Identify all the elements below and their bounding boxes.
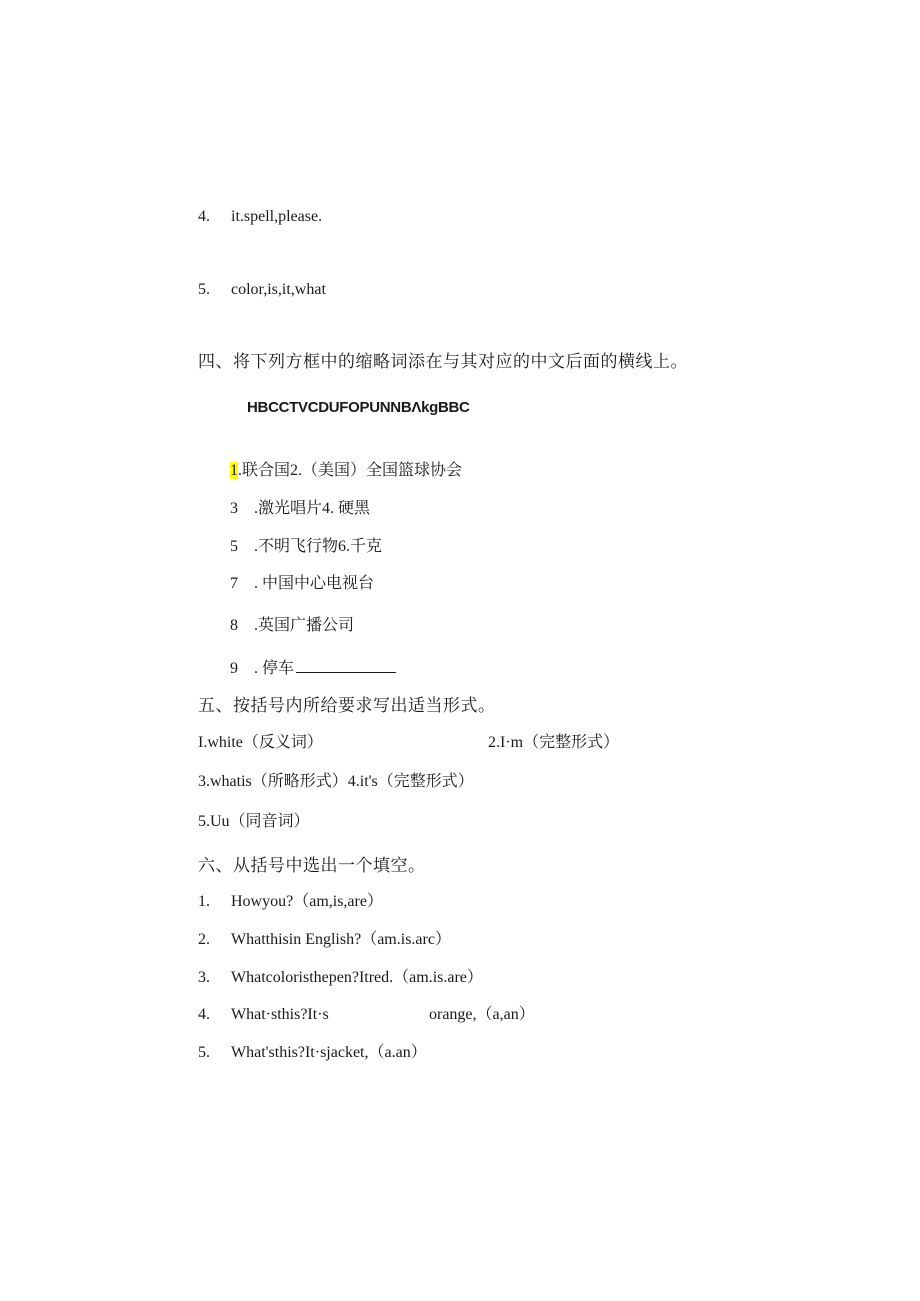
item-text: What'sthis?It·sjacket,（a.an） bbox=[231, 1044, 427, 1061]
item-text: Whatthisin English?（am.is.arc） bbox=[231, 931, 451, 948]
section-5-title: 五、按括号内所给要求写出适当形式。 bbox=[198, 696, 496, 715]
item-number: 4. bbox=[198, 208, 210, 225]
item-text: Howyou?（am,is,are） bbox=[231, 893, 383, 910]
highlighted-number: 1 bbox=[230, 462, 238, 479]
answer-blank[interactable] bbox=[296, 658, 396, 673]
match-item-9 bbox=[230, 658, 396, 679]
item-text: color,is,it,what bbox=[231, 281, 326, 298]
section-6-title: 六、从括号中选出一个填空。 bbox=[198, 856, 426, 875]
match-item-8: 8 .英国广播公司 bbox=[230, 617, 355, 634]
item-number: 5. bbox=[198, 1044, 210, 1061]
item-number: 2. bbox=[198, 931, 210, 948]
match-item-7: 7 . 中国中心电视台 bbox=[230, 575, 375, 592]
match-item-5-6: 5 .不明飞行物6.千克 bbox=[230, 538, 383, 555]
item-number: 4. bbox=[198, 1006, 210, 1023]
match-item-1-2 bbox=[230, 461, 462, 481]
item-text-continued: orange,（a,an） bbox=[429, 1006, 535, 1023]
form-item-5: 5.Uu（同音词） bbox=[198, 813, 310, 830]
abbreviation-box: HBCCTVCDUFOPUNNBΛkgBBC bbox=[247, 399, 470, 416]
match-text: 9 . 停车 bbox=[230, 660, 295, 677]
item-text: What·sthis?It·s bbox=[231, 1006, 329, 1023]
item-number: 5. bbox=[198, 281, 210, 298]
item-number: 1. bbox=[198, 893, 210, 910]
item-text: Whatcoloristhepen?Itred.（am.is.are） bbox=[231, 969, 483, 986]
match-item-3-4: 3 .激光唱片4. 硬黑 bbox=[230, 500, 371, 517]
form-item-2: 2.I·m（完整形式） bbox=[488, 734, 620, 751]
section-4-title: 四、将下列方框中的缩略词添在与其对应的中文后面的横线上。 bbox=[198, 352, 688, 371]
item-number: 3. bbox=[198, 969, 210, 986]
form-item-3-4: 3.whatis（所略形式）4.it's（完整形式） bbox=[198, 773, 474, 790]
form-item-1: I.white（反义词） bbox=[198, 734, 323, 751]
item-text: it.spell,please. bbox=[231, 208, 323, 225]
match-text: .联合国2.（美国）全国篮球协会 bbox=[238, 462, 463, 479]
